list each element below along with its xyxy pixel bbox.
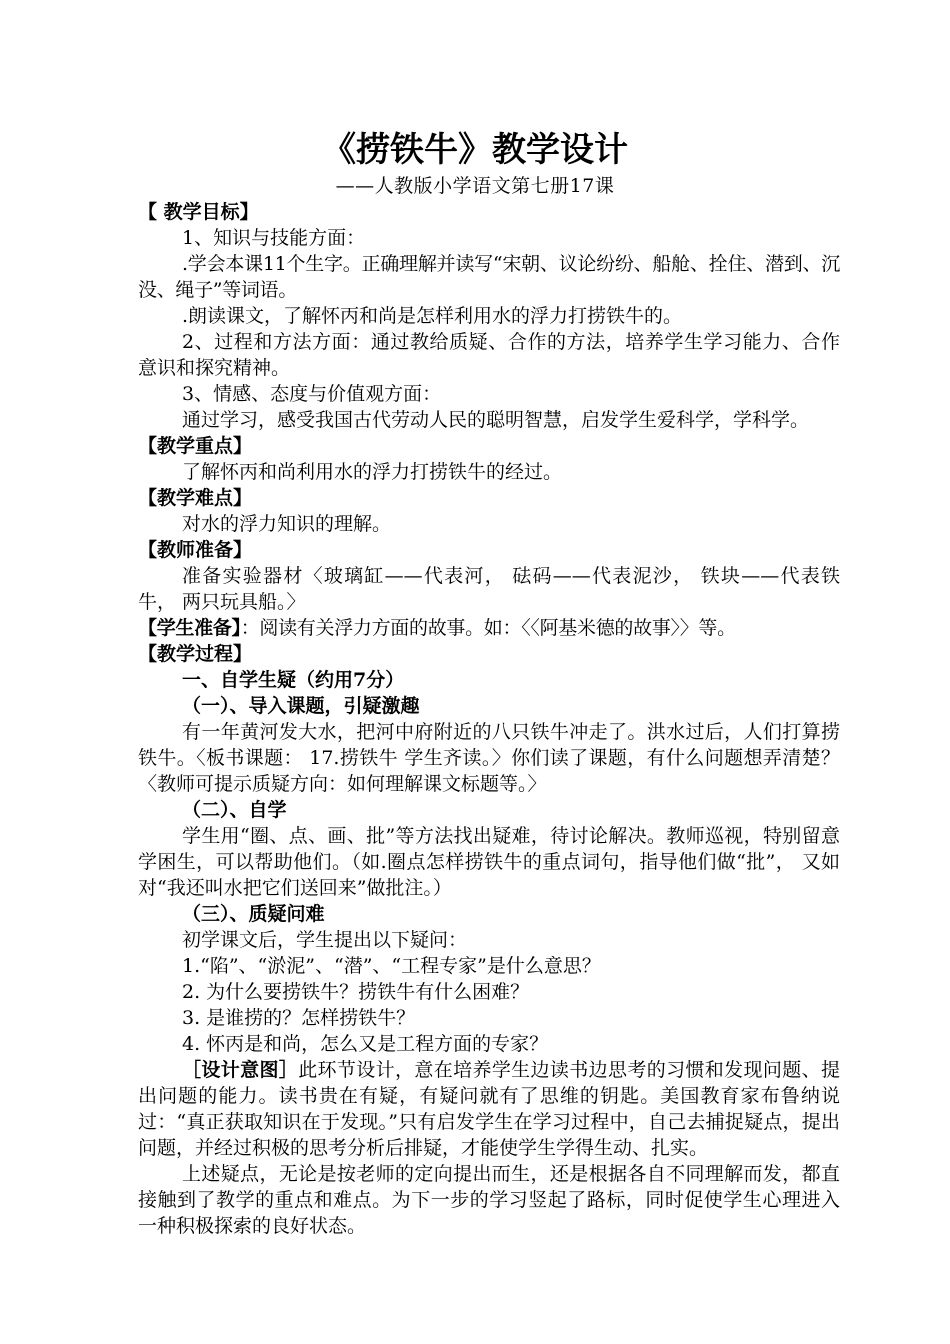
section-intro-title: （一）、导入课题，引疑激趣: [182, 695, 420, 717]
document-body: [138, 199, 840, 1239]
heading-key-points: 【教学重点】: [138, 435, 253, 457]
section-intro-text: 有一年黄河发大水，把河中府附近的八只铁牛冲走了。洪水过后，人们打算捞铁牛。〈板书课题： 17.捞铁牛 学生齐读。〉你们读了课题，有什么问题想弄清楚？〈教师可提示质疑方向：如何理解课文标题等。〉: [138, 721, 840, 795]
document-subtitle: ——人教版小学语文第七册17课: [335, 175, 615, 197]
section-self-study-title: （二）、自学: [182, 799, 287, 821]
goal-item-reading: .朗读课文，了解怀丙和尚是怎样利用水的浮力打捞铁牛的。: [182, 305, 683, 327]
question-item: 4. 怀丙是和尚，怎么又是工程方面的专家？: [182, 1033, 549, 1055]
question-item: 1.“陷”、“淤泥”、“潜”、“工程专家”是什么意思？: [182, 955, 601, 977]
student-prep-line: [138, 615, 840, 641]
goal-knowledge-skills: 1、知识与技能方面：: [182, 227, 366, 249]
key-points-text: 了解怀丙和尚利用水的浮力打捞铁牛的经过。: [182, 461, 563, 483]
teacher-prep-text: 准备实验器材〈玻璃缸——代表河， 砝码——代表泥沙， 铁块——代表铁牛， 两只玩具船。〉: [138, 565, 840, 613]
document-title: 《捞铁牛》教学设计: [322, 130, 628, 170]
question-item: 3. 是谁捞的？怎样捞铁牛？: [182, 1007, 416, 1029]
design-intent-label: ［设计意图］: [182, 1059, 299, 1081]
section-questions-title: （三）、质疑问难: [182, 903, 325, 925]
process-part-one-title: 一、自学生疑（约用7分）: [182, 669, 405, 691]
section-questions-intro: 初学课文后，学生提出以下疑问：: [182, 929, 468, 951]
closing-paragraph: 上述疑点，无论是按老师的定向提出而生，还是根据各自不同理解而发，都直接触到了教学的重点和难点。为下一步的学习竖起了路标，同时促使学生心理进入一种积极探索的良好状态。: [138, 1163, 840, 1237]
goal-emotion-text: 通过学习，感受我国古代劳动人民的聪明智慧，启发学生爱科学，学科学。: [182, 409, 810, 431]
question-item: 2. 为什么要捞铁牛？捞铁牛有什么困难？: [182, 981, 530, 1003]
heading-student-prep: 【学生准备】: [138, 617, 241, 639]
goal-item-vocabulary: .学会本课11个生字。正确理解并读写“宋朝、议论纷纷、船舱、拴住、潜到、沉没、绳子”等词语。: [138, 253, 840, 301]
heading-teaching-goals: 【 教学目标】: [138, 201, 259, 223]
student-prep-text: ：阅读有关浮力方面的故事。如：〈〈阿基米德的故事〉〉等。: [240, 617, 736, 639]
heading-teacher-prep: 【教师准备】: [138, 539, 253, 561]
heading-difficulties: 【教学难点】: [138, 487, 253, 509]
heading-teaching-process: 【教学过程】: [138, 643, 253, 665]
difficulties-text: 对水的浮力知识的理解。: [182, 513, 392, 535]
design-intent-paragraph: [138, 1057, 840, 1161]
design-intent-text: 此环节设计，意在培养学生边读书边思考的习惯和发现问题、提出问题的能力。读书贵在有疑，有疑问就有了思维的钥匙。美国教育家布鲁纳说过：“真正获取知识在于发现。”只有启发学生在学习过程中，自己去捕捉疑点，提出问题，并经过积极的思考分析后排疑，才能使学生学得生动、扎实。: [138, 1059, 840, 1159]
goal-process-method: 2、过程和方法方面：通过教给质疑、合作的方法，培养学生学习能力、合作意识和探究精神。: [138, 331, 840, 379]
section-self-study-text: 学生用“圈、点、画、批”等方法找出疑难，待讨论解决。教师巡视，特别留意学困生，可以帮助他们。（如.圈点怎样捞铁牛的重点词句，指导他们做“批”， 又如对“我还叫水把它们送回来”做批注。）: [138, 825, 840, 899]
goal-emotion-attitude: 3、情感、态度与价值观方面：: [182, 383, 442, 405]
